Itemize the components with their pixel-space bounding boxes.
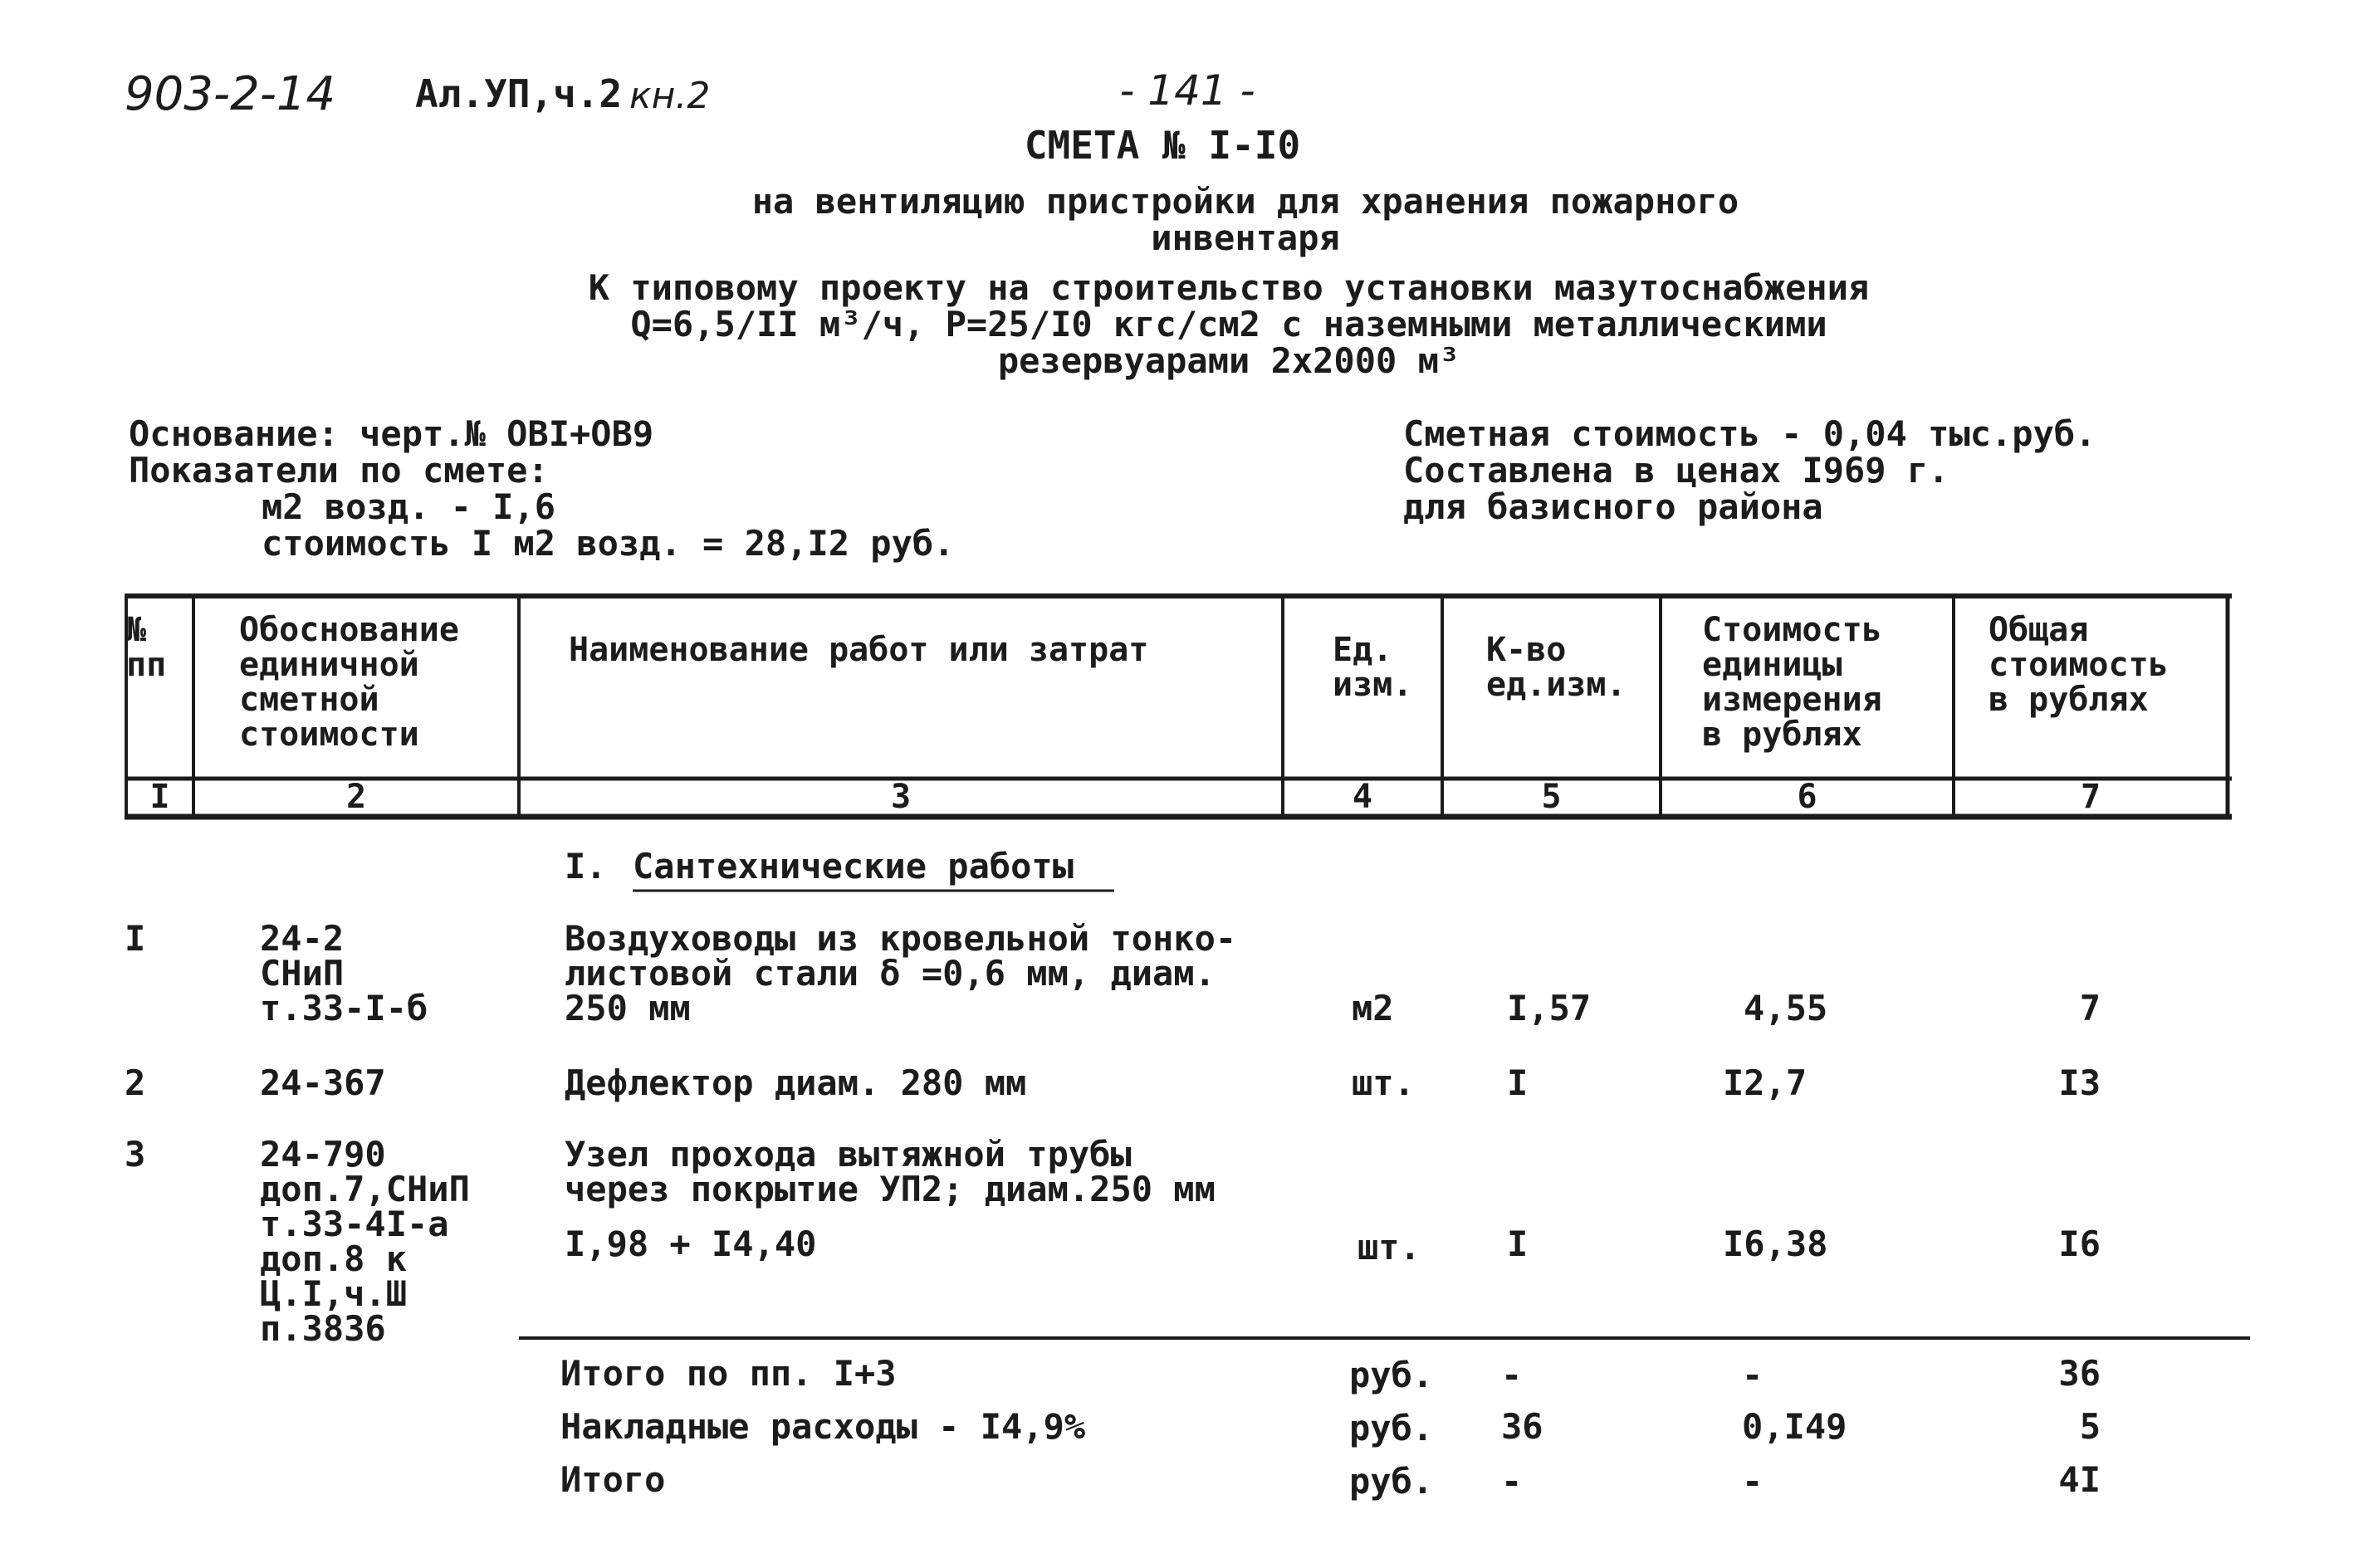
table-row-3-quantity: I [1507, 1224, 1529, 1264]
grand-total-quantity: - [1501, 1461, 1523, 1502]
grand-total-label: Итого [560, 1459, 666, 1500]
indicator-area: м2 возд. - I,6 [262, 486, 556, 527]
indicator-unit-cost: стоимость I м2 возд. = 28,I2 руб. [262, 523, 955, 564]
table-row-1-unit: м2 [1352, 988, 1394, 1028]
table-row-1-name: Воздуховоды из кровельной тонко- листовой стали δ =0,6 мм, диам. 250 мм [565, 918, 1237, 1028]
project-line-1: К типовому проекту на строительство установки мазутоснабжения [588, 267, 1870, 308]
indicators-label: Показатели по смете: [129, 450, 549, 491]
section-title: Сантехнические работы [633, 846, 1074, 887]
table-row-3-total: I6 [2058, 1224, 2101, 1264]
column-header-quantity: К-во ед.изм. [1486, 631, 1627, 704]
table-row-3-unit-cost: I6,38 [1723, 1224, 1828, 1264]
column-header-total-cost: Общая стоимость в рублях [1989, 611, 2169, 719]
table-row-2-name: Дефлектор диам. 280 мм [565, 1062, 1027, 1103]
table-row-2-quantity: I [1507, 1062, 1529, 1103]
column-number-7: 7 [2080, 778, 2101, 816]
table-row-1-unit-cost: 4,55 [1744, 988, 1828, 1028]
table-row-3-number: 3 [125, 1134, 146, 1175]
table-row-1-number: I [125, 918, 146, 959]
table-row-2-number: 2 [125, 1062, 146, 1103]
table-row-3-basis: 24-790 доп.7,СНиП т.33-4I-а доп.8 к Ц.I,ч.Ш п.3836 [260, 1134, 470, 1349]
column-number-1: I [149, 778, 170, 816]
grand-total-unit: руб. [1349, 1461, 1434, 1502]
column-number-4: 4 [1352, 778, 1373, 816]
basis-drawing-reference: Основание: черт.№ ОВI+ОВ9 [129, 413, 654, 454]
column-number-6: 6 [1797, 778, 1817, 816]
album-reference-handwritten: кн.2 [629, 75, 711, 117]
prices-year: Составлена в ценах I969 г. [1403, 450, 1949, 491]
overhead-base: 36 [1501, 1406, 1543, 1447]
column-header-name: Наименование работ или затрат [569, 631, 1149, 669]
table-row-1-total: 7 [2079, 988, 2101, 1028]
project-line-3: резервуарами 2х2000 м³ [997, 340, 1460, 381]
overhead-total: 5 [2079, 1406, 2101, 1447]
grand-total-unit-cost: - [1742, 1461, 1764, 1502]
column-number-3: 3 [890, 778, 912, 816]
table-row-3-name: Узел прохода вытяжной трубы через покрытие УП2; диам.250 мм [565, 1134, 1216, 1209]
page-number: - 141 - [1119, 66, 1255, 115]
subtotal-quantity: - [1501, 1355, 1523, 1395]
base-region: для базисного района [1403, 486, 1823, 527]
subject-line-2: инвентаря [1151, 217, 1340, 258]
document-title: СМЕТА № I-I0 [1024, 123, 1301, 168]
subtotal-unit-cost: - [1742, 1355, 1764, 1395]
subject-line-1: на вентиляцию пристройки для хранения пожарного [751, 181, 1739, 222]
column-header-unit-cost: Стоимость единицы измерения в рублях [1702, 611, 1882, 754]
grand-total-total: 4I [2058, 1459, 2101, 1500]
table-row-3-price-breakdown: I,98 + I4,40 [565, 1224, 817, 1264]
table-row-2-basis: 24-367 [260, 1062, 386, 1103]
column-header-unit: Ед. изм. [1333, 631, 1413, 704]
table-row-2-total: I3 [2058, 1062, 2101, 1103]
subtotal-unit: руб. [1349, 1355, 1434, 1395]
table-row-2-unit-cost: I2,7 [1723, 1062, 1808, 1103]
table-row-1-basis: 24-2 СНиП т.33-I-б [260, 918, 428, 1028]
column-header-basis: Обоснование единичной сметной стоимости [239, 611, 459, 754]
album-reference: Ал.УП,ч.2 [415, 71, 623, 116]
table-row-3-unit: шт. [1358, 1227, 1421, 1268]
subtotal-label: Итого по пп. I+3 [560, 1353, 897, 1394]
table-row-2-unit: шт. [1352, 1062, 1415, 1103]
overhead-rate: 0,I49 [1742, 1406, 1847, 1447]
series-number: 903-2-14 [125, 67, 336, 121]
table-row-1-quantity: I,57 [1507, 988, 1592, 1028]
project-line-2: Q=6,5/II м³/ч, Р=25/I0 кгс/см2 с наземными металлическими [630, 304, 1827, 344]
column-number-5: 5 [1541, 778, 1562, 816]
subtotal-total: 36 [2058, 1353, 2101, 1394]
column-header-number: № пп [126, 611, 167, 684]
overhead-label: Накладные расходы - I4,9% [560, 1406, 1086, 1447]
overhead-unit: руб. [1349, 1408, 1434, 1448]
section-number: I. [565, 846, 607, 887]
estimated-cost: Сметная стоимость - 0,04 тыс.руб. [1403, 413, 2096, 454]
column-number-2: 2 [345, 778, 367, 816]
